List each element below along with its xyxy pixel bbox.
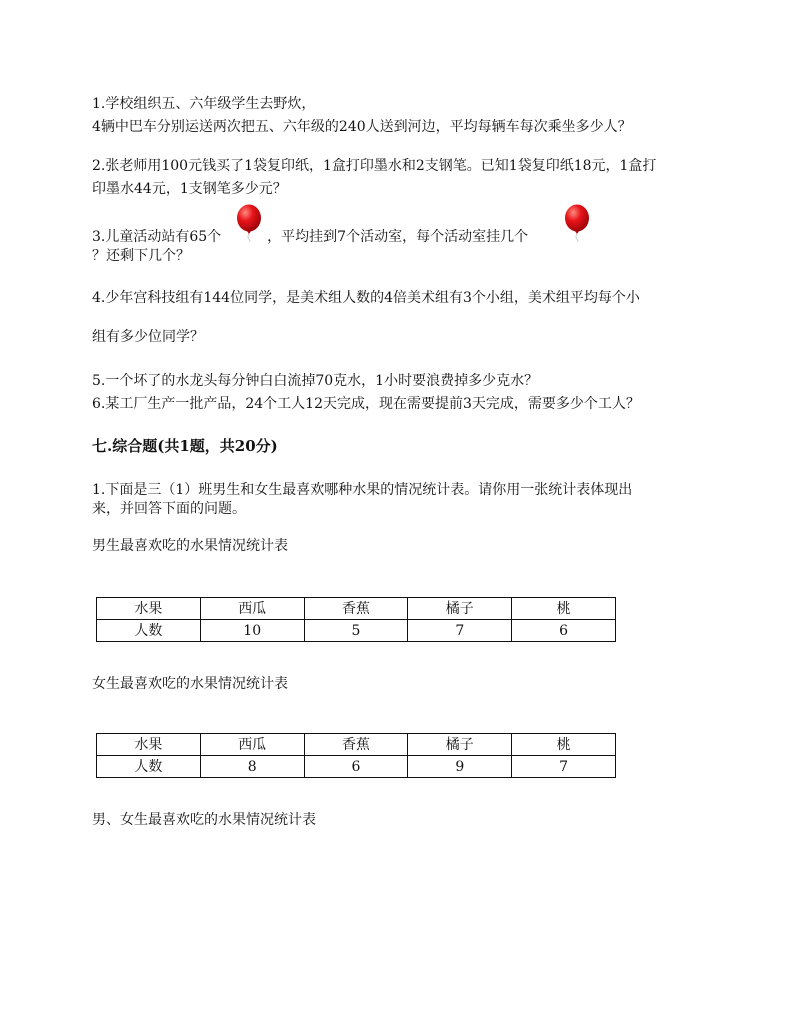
table-cell: 8: [200, 756, 304, 778]
table-row: [97, 598, 616, 620]
table-cell: 桃: [512, 734, 616, 756]
table-cell: 香蕉: [304, 734, 408, 756]
table-cell: 9: [408, 756, 512, 778]
table-cell: 桃: [512, 598, 616, 620]
q4-line2: 组有多少位同学？: [92, 329, 204, 345]
table-cell: 人数: [97, 620, 201, 642]
table-cell: 橘子: [408, 598, 512, 620]
table-cell: 6: [304, 756, 408, 778]
table-cell: 西瓜: [200, 734, 304, 756]
s7-q1-line1: 1.下面是三（1）班男生和女生最喜欢哪种水果的情况统计表。请你用一张统计表体现出: [92, 482, 633, 498]
table-cell: 西瓜: [200, 598, 304, 620]
q1-line1: 1.学校组织五、六年级学生去野炊，: [92, 96, 316, 112]
table-row: [97, 756, 616, 778]
q4-line1: 4.少年宫科技组有144位同学，是美术组人数的4倍美术组有3个小组，美术组平均每个小: [92, 290, 640, 306]
section7-heading: 七.综合题(共1题，共20分): [92, 437, 278, 455]
boys-fruit-table: [96, 597, 616, 642]
table-cell: 橘子: [408, 734, 512, 756]
red-balloon-icon: [564, 204, 590, 242]
q1-line2: 4辆中巴车分别运送两次把五、六年级的240人送到河边，平均每辆车每次乘坐多少人？: [92, 119, 632, 135]
q2-line2: 印墨水44元，1支钢笔多少元？: [92, 181, 287, 197]
q3-line1: [92, 228, 528, 246]
q3-text-part2: ，平均挂到7个活动室，每个活动室挂几个: [267, 229, 529, 245]
combined-table-caption: 男、女生最喜欢吃的水果情况统计表: [92, 812, 316, 828]
table-cell: 7: [408, 620, 512, 642]
table-cell: 10: [200, 620, 304, 642]
table-row: [97, 734, 616, 756]
boys-table-caption: 男生最喜欢吃的水果情况统计表: [92, 538, 288, 554]
table-cell: 水果: [97, 598, 201, 620]
table-cell: 6: [512, 620, 616, 642]
table-cell: 香蕉: [304, 598, 408, 620]
q3-line2: ？还剩下几个？: [92, 248, 190, 264]
q5-line1: 5.一个坏了的水龙头每分钟白白流掉70克水，1小时要浪费掉多少克水？: [92, 373, 539, 389]
table-cell: 水果: [97, 734, 201, 756]
q6-line1: 6.某工厂生产一批产品，24个工人12天完成，现在需要提前3天完成，需要多少个工人？: [92, 396, 640, 412]
girls-fruit-table: [96, 733, 616, 778]
red-balloon-icon: [236, 204, 262, 242]
s7-q1-line2: 来，并回答下面的问题。: [92, 501, 246, 517]
table-cell: 人数: [97, 756, 201, 778]
q2-line1: 2.张老师用100元钱买了1袋复印纸，1盒打印墨水和2支钢笔。已知1袋复印纸18元，1盒打: [92, 158, 657, 174]
table-cell: 7: [512, 756, 616, 778]
table-cell: 5: [304, 620, 408, 642]
girls-table-caption: 女生最喜欢吃的水果情况统计表: [92, 676, 288, 692]
table-row: [97, 620, 616, 642]
q3-text-part1: 3.儿童活动站有65个: [92, 229, 222, 245]
